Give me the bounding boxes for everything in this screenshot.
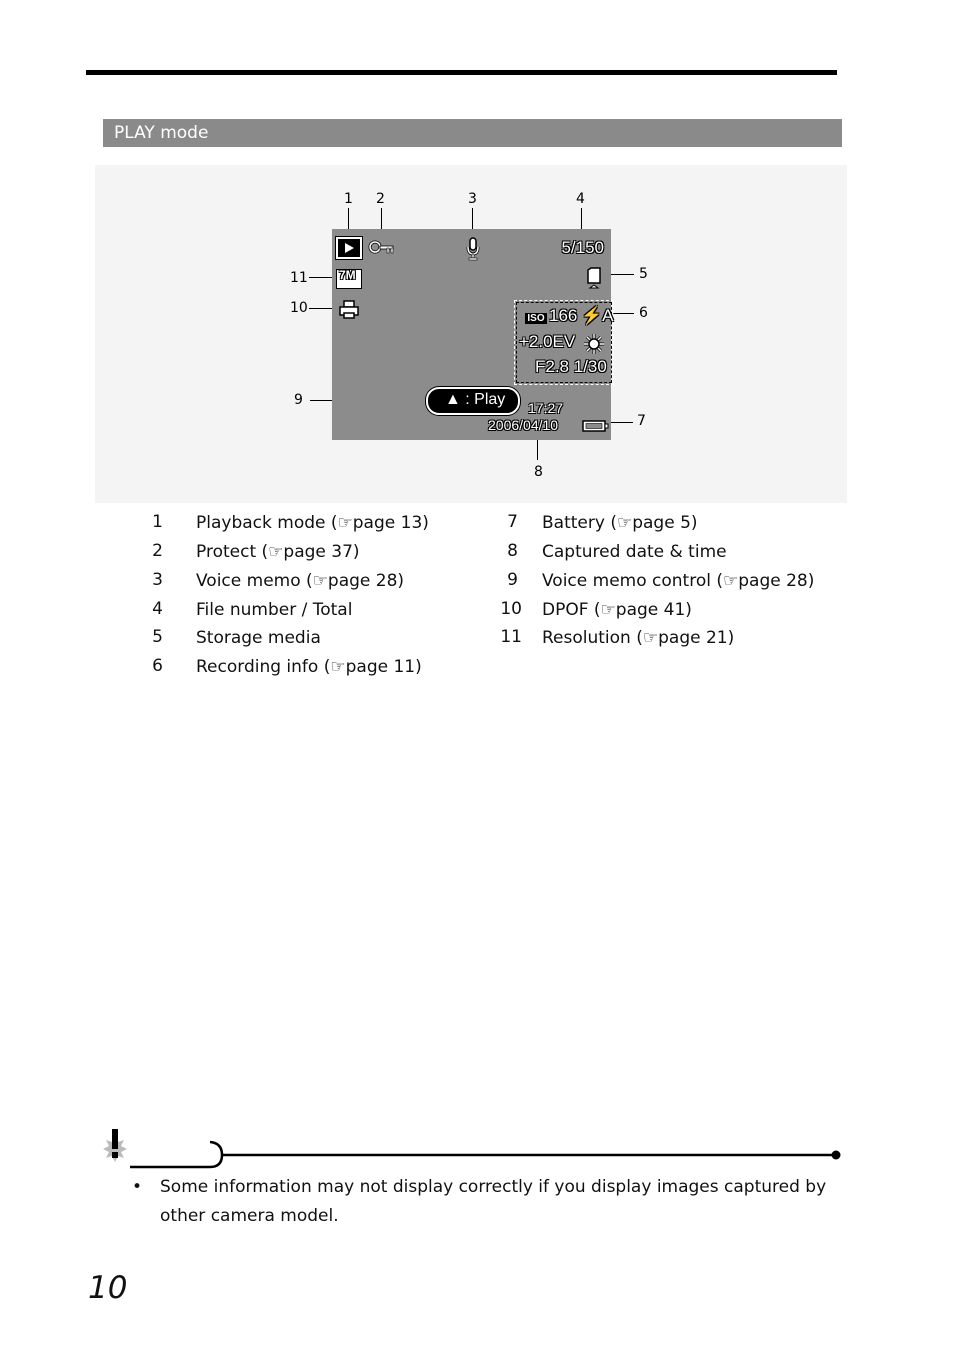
recording-info-box xyxy=(514,300,614,385)
iso-value: 166 xyxy=(549,306,578,325)
legend-num-9: 9 xyxy=(507,570,518,590)
legend-item-1 xyxy=(196,513,429,533)
legend-num-6: 6 xyxy=(152,656,163,676)
capture-time: 17:27 xyxy=(528,400,564,416)
callout-6: 6 xyxy=(639,305,648,321)
playback-mode-icon xyxy=(336,237,362,259)
legend-item-7-text: Battery ( xyxy=(542,513,617,533)
legend-item-9 xyxy=(542,571,814,591)
hand-pointer-icon: ☞ xyxy=(642,628,659,648)
legend-item-11 xyxy=(542,628,734,648)
lcd-screen xyxy=(332,229,614,440)
resolution-badge-text: 7M xyxy=(339,268,356,282)
leader-line-7 xyxy=(609,422,633,423)
legend-num-7: 7 xyxy=(507,512,518,532)
legend-item-5-text: Storage media xyxy=(196,628,321,648)
legend-item-2-text: Protect ( xyxy=(196,542,269,562)
hand-pointer-icon: ☞ xyxy=(268,542,284,562)
legend-item-4 xyxy=(196,600,352,620)
legend-item-8-text: Captured date & time xyxy=(542,542,727,562)
hand-pointer-icon: ☞ xyxy=(600,600,616,620)
callout-9: 9 xyxy=(294,392,303,408)
legend-item-9-text: Voice memo control ( xyxy=(542,571,723,591)
dpof-printer-icon xyxy=(338,300,360,320)
hand-pointer-icon: ☞ xyxy=(312,571,328,591)
callout-7: 7 xyxy=(637,413,646,429)
play-button-label: ▲ : Play xyxy=(445,391,506,408)
note-bullet: • xyxy=(132,1177,143,1197)
legend-item-11-page[interactable]: page 21) xyxy=(658,628,735,648)
legend-num-4: 4 xyxy=(152,599,163,619)
flash-auto: ⚡A xyxy=(581,306,614,325)
legend-item-9-page[interactable]: page 28) xyxy=(738,571,815,591)
callout-8: 8 xyxy=(534,464,543,480)
legend-item-2 xyxy=(196,542,360,562)
leader-line-6 xyxy=(613,313,634,314)
legend-num-8: 8 xyxy=(507,541,518,561)
legend-item-10-page[interactable]: page 41) xyxy=(615,600,692,620)
note-rule xyxy=(130,1140,842,1170)
storage-card-icon xyxy=(587,267,601,291)
hand-pointer-icon: ☞ xyxy=(616,513,633,533)
ev-value: +2.0EV xyxy=(519,332,576,351)
legend-num-10: 10 xyxy=(500,599,522,619)
legend-item-7-page[interactable]: page 5) xyxy=(632,513,698,533)
legend-num-5: 5 xyxy=(152,627,163,647)
legend-item-6 xyxy=(196,657,422,677)
top-rule xyxy=(86,70,837,75)
iso-label-badge: ISO xyxy=(525,313,547,324)
section-title: PLAY mode xyxy=(103,119,842,147)
legend-item-7 xyxy=(542,513,698,533)
callout-3: 3 xyxy=(468,191,477,207)
legend-item-1-text: Playback mode ( xyxy=(196,513,338,533)
capture-date: 2006/04/10 xyxy=(488,417,559,433)
legend-item-1-page[interactable]: page 13) xyxy=(352,513,429,533)
hand-pointer-icon: ☞ xyxy=(330,657,346,677)
legend-item-3-page[interactable]: page 28) xyxy=(327,571,405,591)
aperture-shutter: F2.8 1/30 xyxy=(535,357,607,376)
legend-item-10-text: DPOF ( xyxy=(542,600,601,620)
legend-item-6-page[interactable]: page 11) xyxy=(345,657,422,677)
legend-num-1: 1 xyxy=(152,512,163,532)
legend-num-11: 11 xyxy=(500,627,522,647)
callout-1: 1 xyxy=(344,191,353,207)
legend-item-3-text: Voice memo ( xyxy=(196,571,313,591)
hand-pointer-icon: ☞ xyxy=(723,571,739,591)
hand-pointer-icon: ☞ xyxy=(337,513,353,533)
battery-icon xyxy=(582,418,610,432)
note-text: Some information may not display correctly if you display images captured by other camera model. xyxy=(160,1177,827,1226)
callout-11: 11 xyxy=(290,270,308,286)
protect-key-icon xyxy=(368,238,396,256)
callout-2: 2 xyxy=(376,191,385,207)
legend-item-4-text: File number / Total xyxy=(196,600,353,620)
legend-item-10 xyxy=(542,600,692,620)
leader-line-5 xyxy=(608,274,634,275)
legend-item-5 xyxy=(196,628,321,648)
legend-item-3 xyxy=(196,571,404,591)
note-icon xyxy=(100,1128,134,1168)
legend-item-8 xyxy=(542,542,727,562)
page-number: 10 xyxy=(88,1270,128,1306)
legend-num-3: 3 xyxy=(152,570,163,590)
play-button[interactable] xyxy=(426,387,520,415)
legend-item-2-page[interactable]: page 37) xyxy=(283,542,360,562)
callout-5: 5 xyxy=(639,266,648,282)
callout-10: 10 xyxy=(290,300,308,316)
file-counter: 5/150 xyxy=(561,238,604,257)
legend-num-2: 2 xyxy=(152,541,163,561)
callout-4: 4 xyxy=(576,191,585,207)
legend-item-6-text: Recording info ( xyxy=(196,657,331,677)
legend-item-11-text: Resolution ( xyxy=(542,628,643,648)
sun-white-balance-icon xyxy=(583,333,605,355)
microphone-icon xyxy=(465,237,481,261)
resolution-badge xyxy=(336,269,362,289)
